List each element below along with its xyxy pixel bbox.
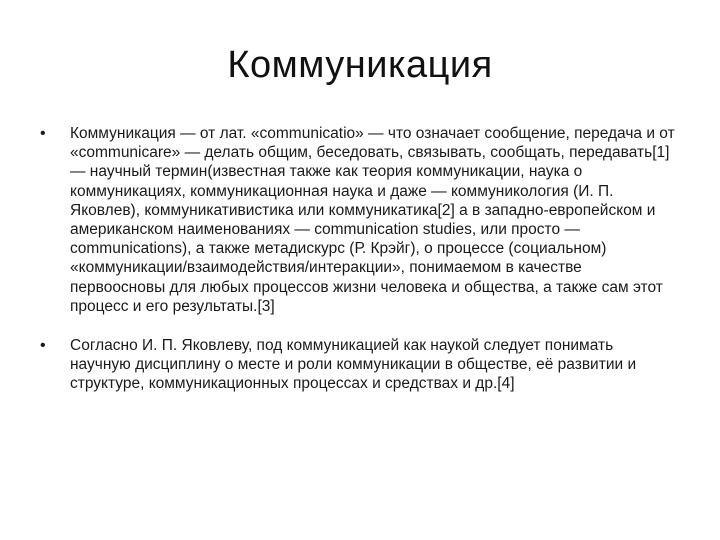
bullet-text: Коммуникация — от лат. «communicatio» — что означает сообщение, передача и от «communicare» — делать общим, беседовать, связывать, сообщать, передавать[1] — научный термин(известная также как теория коммуникации, наука о коммуникациях, коммуникационная наука и даже — коммуникология (И. П. Яковлев), коммуникативистика или коммуникатика[2] а в западно-европейском и американском наименованиях — communication studies, или просто — communications), а также метадискурс (Р. Крэйг), о процессе (социальном) «коммуникации/взаимодействия/интеракции», понимаемом в качестве первоосновы для любых процессов жизни человека и общества, а также сам этот процесс и его результаты.[3] [70, 125, 675, 315]
slide-title: Коммуникация [227, 44, 493, 86]
bullet-list [36, 124, 676, 394]
bullet-item-definition [36, 124, 676, 316]
bullet-marker: • [40, 337, 46, 355]
bullet-item-yakovlev [36, 336, 676, 394]
bullet-marker: • [40, 125, 46, 142]
bullet-text: Согласно И. П. Яковлеву, под коммуникацией как наукой следует понимать научную дисциплину о месте и роли коммуникации в обществе, её развитии и структуре, коммуникационных процессах и средствах и др.[4] [70, 337, 637, 393]
